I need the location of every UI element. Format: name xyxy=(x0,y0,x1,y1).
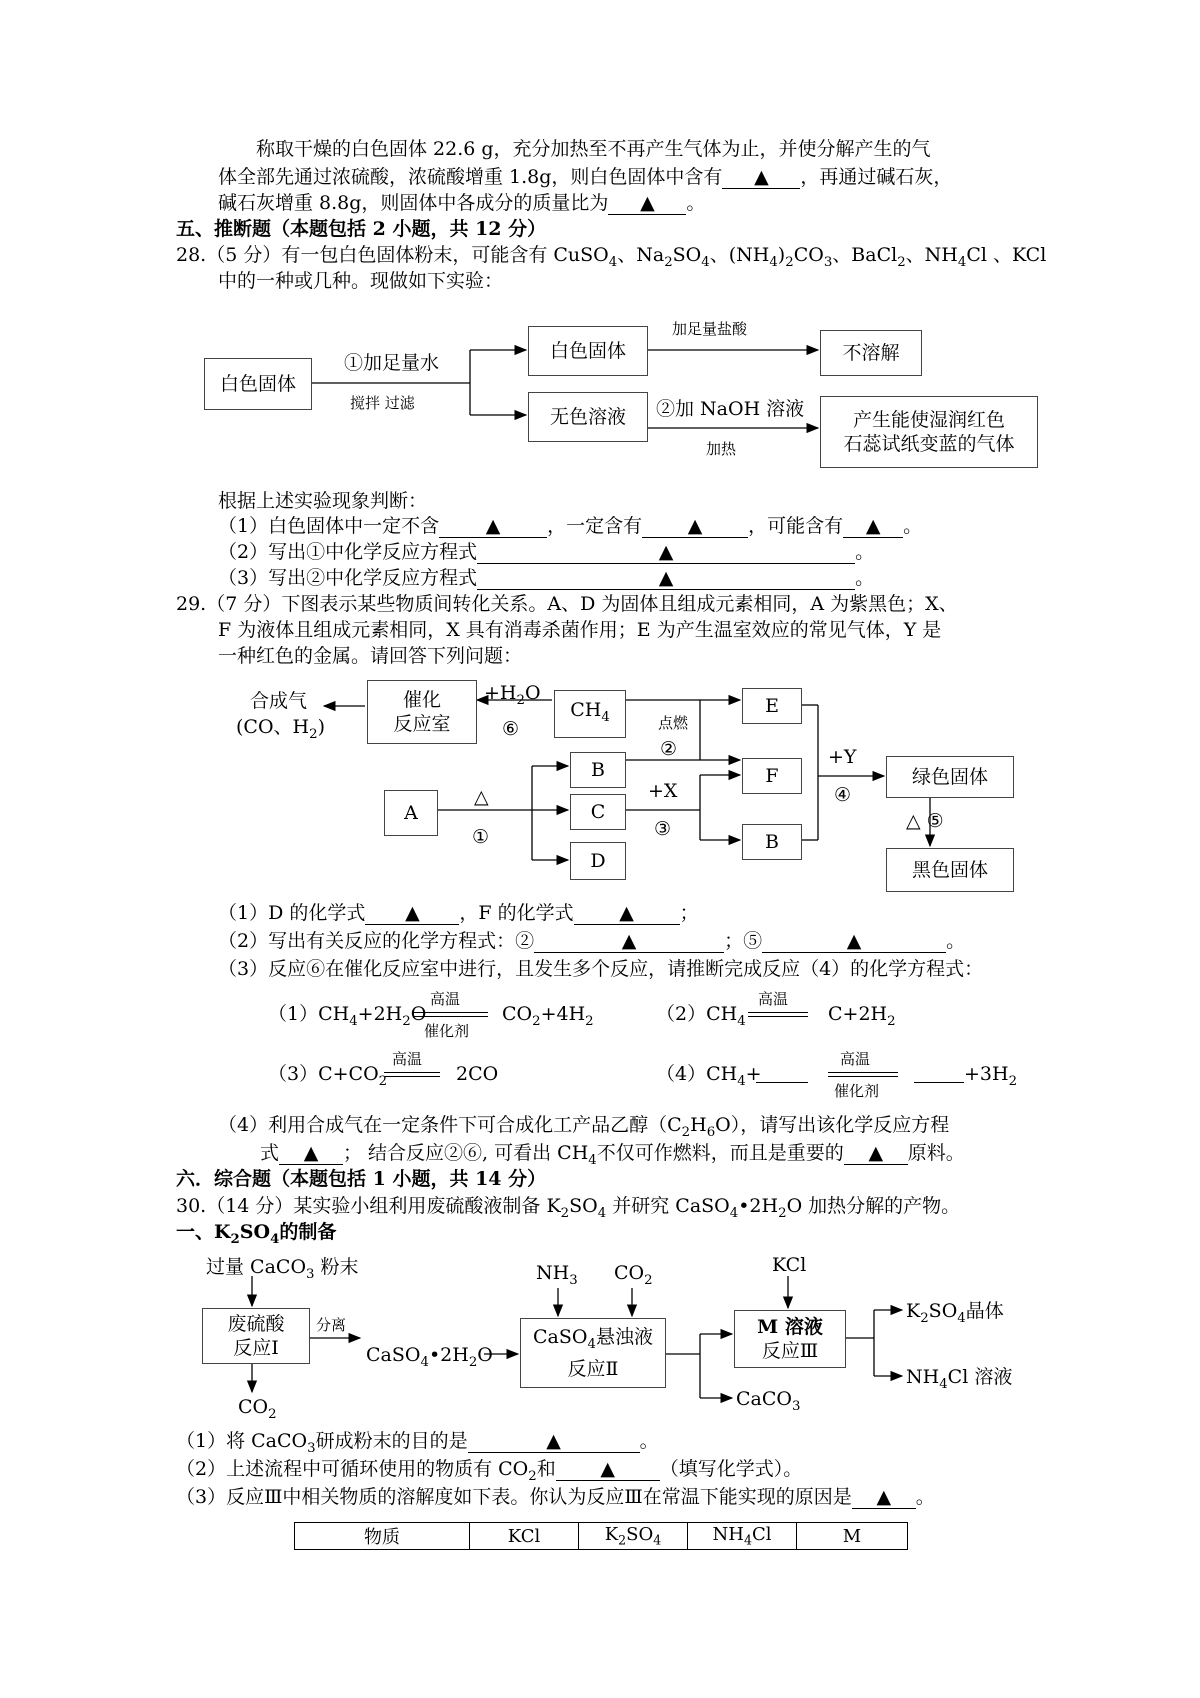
q30-box-reaction1 xyxy=(202,1308,310,1364)
q30-kcl: KCl xyxy=(772,1254,807,1276)
q29-h2o-label: $+H_2O$ xyxy=(484,682,541,708)
q29-sub4-e: ； 结合反应②⑥, 可看出 CH xyxy=(343,1142,589,1164)
q28-sub1-d: 。 xyxy=(903,515,923,537)
q30-caco3-out-a: CaCO xyxy=(736,1388,792,1410)
q28-t1: 28.（5 分）有一包白色固体粉末，可能含有 CuSO xyxy=(176,244,609,266)
table-header-nh4cl: $NH_4Cl$ xyxy=(688,1523,797,1550)
q29-sub4-g: 原料。 xyxy=(907,1142,965,1164)
q29-eq4-right: $+3H_2$ xyxy=(964,1063,1018,1089)
q29-sub4-l2: 式 ▲ ； 结合反应②⑥, 可看出 $CH_4$不仅可作燃料，而且是重要的 ▲ 原料。 xyxy=(260,1142,965,1168)
eq1-e: +4H xyxy=(540,1003,586,1025)
q30-l1-a: 30.（14 分）某实验小组利用废硫酸液制备 K xyxy=(176,1195,561,1217)
section-5-title: 五、推断题（本题包括 2 小题，共 12 分） xyxy=(176,218,547,240)
q30-caso4: $CaSO_4•2H_2O$ xyxy=(366,1344,493,1370)
eq4-bot: 催化剂 xyxy=(834,1082,880,1100)
table-header-kcl: KCl xyxy=(470,1523,579,1550)
q28-gas-line2: 石蕊试纸变蓝的气体 xyxy=(843,433,1015,455)
q29-sub1-a: （1）D 的化学式 xyxy=(218,902,366,924)
q29-F-label: F xyxy=(765,765,779,787)
q30-box2-l1a: CaSO xyxy=(533,1326,588,1349)
table-header-substance: 物质 xyxy=(295,1523,470,1550)
q30-subsection-title: 一、$K_2SO_4$的制备 xyxy=(176,1221,337,1247)
q30-sub2: （2）上述流程中可循环使用的物质有 $CO_2$和 ▲ （填写化学式）。 xyxy=(176,1458,803,1484)
q30-line1: 30.（14 分）某实验小组利用废硫酸液制备 $K_2SO_4$ 并研究 $CaSO_4•2H_2O$ 加热分解的产物。 xyxy=(176,1195,961,1221)
q29-sub4-a: （4）利用合成气在一定条件下可合成化工产品乙醇（C xyxy=(218,1114,682,1136)
q28-gas-line1: 产生能使湿润红色 xyxy=(852,409,1005,431)
q29-B2-label: B xyxy=(765,831,779,853)
q29-black-label: 黑色固体 xyxy=(911,859,988,881)
q29-sub2-b: ；⑤ xyxy=(724,930,763,952)
q30-caso4-b: •2H xyxy=(428,1344,469,1366)
q28-sub1-a: （1）白色固体中一定不含 xyxy=(218,515,440,537)
q30-sub1-b: 研成粉末的目的是 xyxy=(315,1430,468,1452)
q28-sub2-text: （2）写出①中化学反应方程式 xyxy=(218,541,478,563)
q28-step1-bottom: 搅拌 过滤 xyxy=(350,394,415,412)
q30-sub3-b: 。 xyxy=(915,1486,935,1508)
q29-sub4-f: 不仅可作燃料，而且是重要的 xyxy=(596,1142,844,1164)
q29-sub2-a: （2）写出有关反应的化学方程式：② xyxy=(218,930,535,952)
q27-line1: 称取干燥的白色固体 22.6 g，充分加热至不再产生气体为止，并使分解产生的气 xyxy=(256,138,931,160)
q30-co2-out: $CO_2$ xyxy=(238,1396,277,1422)
q29-eq2: $(2)CH_4$ xyxy=(656,1003,746,1029)
q30-caco3-input: 过量 CaCO$_3$ 粉末 xyxy=(206,1256,359,1282)
q29-A-label: A xyxy=(404,802,418,824)
q28-sub1-b: ，一定含有 xyxy=(547,515,643,537)
q29-syngas-l1: 合成气 xyxy=(250,690,308,712)
q29-circ1: ① xyxy=(472,826,490,848)
q30-l1-d: •2H xyxy=(738,1195,779,1217)
q30-nh4cl-a: NH xyxy=(906,1366,940,1388)
q30-k2so4-b: SO xyxy=(928,1300,958,1322)
q29-syngas-l2b: ) xyxy=(317,716,325,738)
eq2-d: C+2H xyxy=(828,1003,888,1025)
q28-start-label: 白色固体 xyxy=(219,373,296,395)
q29-sub4-c: O），请写出该化学反应方程 xyxy=(715,1114,950,1136)
q30-caco3-out: CaCO$_3$ xyxy=(736,1388,801,1414)
q29-eq3-right: 2CO xyxy=(456,1063,499,1085)
q30-nh4cl-b: Cl 溶液 xyxy=(947,1366,1013,1388)
q29-circ2: ② xyxy=(660,738,678,760)
q29-ch4-text: CH xyxy=(570,699,602,722)
q30-st-c: 的制备 xyxy=(279,1221,337,1243)
q30-box3-l1: M 溶液 xyxy=(757,1316,823,1338)
table-row xyxy=(295,1523,908,1550)
blank-q28-1[interactable]: ▲ xyxy=(439,515,547,538)
q30-sub2-b: 和 xyxy=(536,1458,556,1480)
q28-t8: 、NH xyxy=(905,244,958,266)
eq3-a: （3）C+CO xyxy=(268,1063,379,1085)
q29-syngas-l2: (CO、$H_2$) xyxy=(236,716,325,742)
q29-D-label: D xyxy=(590,850,606,872)
q29-sub1-b: ，F 的化学式 xyxy=(459,902,574,924)
q27-line2-text-b: ，再通过碱石灰， xyxy=(800,166,953,188)
q28-line2: 中的一种或几种。现做如下实验： xyxy=(218,270,504,292)
eq1-a: （1）CH xyxy=(268,1003,350,1025)
q30-box2-l2: 反应Ⅱ xyxy=(567,1357,619,1380)
q30-sub1: （1）将 CaCO$_3$研成粉末的目的是 ▲ 。 xyxy=(176,1430,659,1456)
q30-st-a: 一、K xyxy=(176,1221,231,1243)
q30-box1-l2: 反应Ⅰ xyxy=(233,1337,279,1359)
q30-caco3-b: 粉末 xyxy=(314,1256,359,1278)
eq3-top: 高温 xyxy=(392,1050,423,1068)
eq4-a: （4）CH xyxy=(656,1063,738,1085)
table-header-k2so4: $K_2SO_4$ xyxy=(579,1523,688,1550)
q29-C-label: C xyxy=(590,801,606,823)
blank-q30-2[interactable]: ▲ xyxy=(556,1458,660,1481)
q28-sub2-end: 。 xyxy=(855,541,875,563)
q30-nh3: $NH_3$ xyxy=(536,1262,578,1288)
q28-solid-label: 白色固体 xyxy=(549,340,626,362)
eq1-b: +2H xyxy=(357,1003,403,1025)
q30-caso4-c: O xyxy=(477,1344,493,1366)
q28-insoluble-label: 不溶解 xyxy=(842,342,900,364)
q29-circ4: ④ xyxy=(834,784,852,806)
eq1-top: 高温 xyxy=(430,990,461,1008)
q29-eq3: $(3)C+CO_2$ xyxy=(268,1063,388,1089)
eq2-top: 高温 xyxy=(758,990,789,1008)
q30-co2-out-a: CO xyxy=(238,1396,269,1418)
blank-q30-3[interactable]: ▲ xyxy=(852,1486,916,1509)
q29-circ3: ③ xyxy=(654,818,672,840)
q27-line2-text: 体全部先通过浓硫酸，浓硫酸增重 1.8g，则白色固体中含有 xyxy=(218,166,723,188)
q30-sub2-a: （2）上述流程中可循环使用的物质有 CO xyxy=(176,1458,529,1480)
q30-separate-label: 分离 xyxy=(316,1316,347,1334)
q30-l1-b: SO xyxy=(569,1195,598,1217)
q28-sub3-text: （3）写出②中化学反应方程式 xyxy=(218,567,478,589)
q28-t2: 、Na xyxy=(617,244,665,266)
q29-delta: △ xyxy=(474,786,489,808)
section-6-title: 六．综合题（本题包括 1 小题，共 14 分） xyxy=(176,1168,547,1190)
eq4-d: +3H xyxy=(964,1063,1009,1085)
q30-sub3-a: （3）反应Ⅲ中相关物质的溶解度如下表。你认为反应Ⅲ在常温下能实现的原因是 xyxy=(176,1486,852,1508)
q30-k2so4-a: K xyxy=(906,1300,921,1322)
blank-q29-1[interactable]: ▲ xyxy=(365,902,459,925)
q30-caco3-a: 过量 CaCO xyxy=(206,1256,307,1278)
q29-eq1: $(1)CH_4+2H_2O$ xyxy=(268,1003,427,1029)
q27-line3-text: 碱石灰增重 8.8g，则固体中各成分的质量比为 xyxy=(218,192,609,214)
blank-q29-4[interactable]: ▲ xyxy=(762,930,946,953)
blank-q29-6[interactable]: ▲ xyxy=(844,1142,908,1165)
q30-sub3 xyxy=(176,1484,935,1510)
q29-ignite: 点燃 xyxy=(658,714,689,732)
q28-t9: Cl 、KCl xyxy=(966,244,1047,266)
eq4-top: 高温 xyxy=(840,1050,871,1068)
blank-q28-5[interactable]: ▲ xyxy=(477,567,855,590)
q30-nh3-a: NH xyxy=(536,1262,570,1284)
q29-eq4: $(4)CH_4+$ xyxy=(656,1063,762,1089)
eq2-a: （2）CH xyxy=(656,1003,738,1025)
q29-sub3: （3）反应⑥在催化反应室中进行，且发生多个反应，请推断完成反应（4）的化学方程式： xyxy=(218,958,984,980)
q30-k2so4-c: 晶体 xyxy=(965,1300,1004,1322)
q29-sub4-d: 式 xyxy=(260,1142,280,1164)
q30-l1-c: 并研究 CaSO xyxy=(606,1195,730,1217)
q29-sub1-c: ； xyxy=(679,902,699,924)
table-header-m: M xyxy=(797,1523,908,1550)
q28-t3: SO xyxy=(672,244,702,266)
eq1-bot: 催化剂 xyxy=(424,1022,470,1040)
q28-t4: 、(NH xyxy=(709,244,770,266)
q29-delta5: △ ⑤ xyxy=(906,810,944,832)
blank-q29-5[interactable]: ▲ xyxy=(279,1142,343,1165)
q30-box-reaction2 xyxy=(520,1318,666,1388)
q29-line2: F 为液体且组成元素相同，X 具有消毒杀菌作用；E 为产生温室效应的常见气体，Y 是 xyxy=(218,619,942,641)
q30-co2-in-a: CO xyxy=(614,1262,645,1284)
q30-nh4cl-out: $NH_4Cl$ 溶液 xyxy=(906,1366,1013,1392)
eq1-d: CO xyxy=(502,1003,533,1025)
q28-step1-top: ①加足量水 xyxy=(344,352,440,374)
q29-ch4-label: $CH_4$ xyxy=(570,699,610,725)
q29-sub4-l1: （4）利用合成气在一定条件下可合成化工产品乙醇$(C_2H_6O)$，请写出该化学反应方程 xyxy=(218,1114,950,1140)
q28-sub3-end: 。 xyxy=(855,567,875,589)
q30-sub1-c: 。 xyxy=(639,1430,659,1452)
q28-step2-bottom: 加热 xyxy=(706,440,737,458)
q29-plusY: +Y xyxy=(828,746,857,768)
q28-t5: ) xyxy=(777,244,786,266)
q30-box-reaction3 xyxy=(734,1310,846,1368)
q29-line1: 29.（7 分）下图表示某些物质间转化关系。A、D 为固体且组成元素相同，A 为紫黑色；X、 xyxy=(176,593,958,615)
eq4-b: + xyxy=(745,1063,762,1085)
q29-E-label: E xyxy=(765,695,779,717)
eq1-c: O xyxy=(410,1003,427,1025)
blank-q28-3[interactable]: ▲ xyxy=(843,515,903,538)
q29-plusX: +X xyxy=(648,780,678,802)
q29-sub4-b: H xyxy=(690,1114,707,1136)
q29-h2o-a: +H xyxy=(484,682,517,704)
blank-q28-2[interactable]: ▲ xyxy=(642,515,748,538)
q29-reactor-l1: 催化 xyxy=(402,689,441,711)
q29-reactor-l2: 反应室 xyxy=(393,713,451,735)
blank-q27-1[interactable]: ▲ xyxy=(722,166,800,189)
q30-box2-l1b: 悬浊液 xyxy=(595,1326,653,1349)
q29-circ6: ⑥ xyxy=(502,718,520,740)
q30-sub2-c: （填写化学式）。 xyxy=(659,1458,803,1480)
q28-solution-label: 无色溶液 xyxy=(549,406,626,428)
q30-st-b: SO xyxy=(239,1221,271,1243)
blank-q29-2[interactable]: ▲ xyxy=(574,902,680,925)
blank-q28-4[interactable]: ▲ xyxy=(477,541,855,564)
q28-acid-label: 加足量盐酸 xyxy=(672,320,748,338)
q29-h2o-b: O xyxy=(524,682,541,704)
q28-t6: CO xyxy=(793,244,824,266)
q28-sub1-c: ，可能含有 xyxy=(748,515,844,537)
q30-box1-l1: 废硫酸 xyxy=(227,1313,285,1335)
q27-line3-end: 。 xyxy=(686,192,706,214)
solubility-table xyxy=(294,1522,908,1550)
q29-eq1-right: $CO_2+4H_2$ xyxy=(502,1003,594,1029)
q28-judge: 根据上述实验现象判断： xyxy=(218,490,428,512)
q30-box3-l2: 反应Ⅲ xyxy=(761,1340,819,1362)
q30-sub1-a: （1）将 CaCO xyxy=(176,1430,308,1452)
q29-B-label: B xyxy=(591,759,605,781)
q30-box2-l1: CaSO$_4$悬浊液 xyxy=(533,1326,653,1352)
q30-co2-in: $CO_2$ xyxy=(614,1262,653,1288)
blank-q29-3[interactable]: ▲ xyxy=(534,930,724,953)
q30-caso4-a: CaSO xyxy=(366,1344,421,1366)
q28-line1: 28.（5 分）有一包白色固体粉末，可能含有 CuSO$_4$、$Na_2SO_4$、$(NH_4)_2CO_3$、BaCl$_2$、$NH_4Cl$ 、KCl xyxy=(176,244,1047,270)
q30-l1-e: O 加热分解的产物。 xyxy=(786,1195,961,1217)
q29-green-label: 绿色固体 xyxy=(911,766,988,788)
q29-syngas-l2a: (CO、H xyxy=(236,716,310,738)
q29-line3: 一种红色的金属。请回答下列问题： xyxy=(218,645,523,667)
q28-step2-top: ②加 NaOH 溶液 xyxy=(656,398,805,420)
q29-sub2-c: 。 xyxy=(946,930,966,952)
q30-k2so4-out: $K_2SO_4$晶体 xyxy=(906,1300,1004,1326)
q28-t7: 、BaCl xyxy=(832,244,898,266)
blank-q27-2[interactable]: ▲ xyxy=(608,192,686,215)
q29-eq2-right: $C+2H_2$ xyxy=(828,1003,896,1029)
blank-q30-1[interactable]: ▲ xyxy=(468,1430,640,1453)
